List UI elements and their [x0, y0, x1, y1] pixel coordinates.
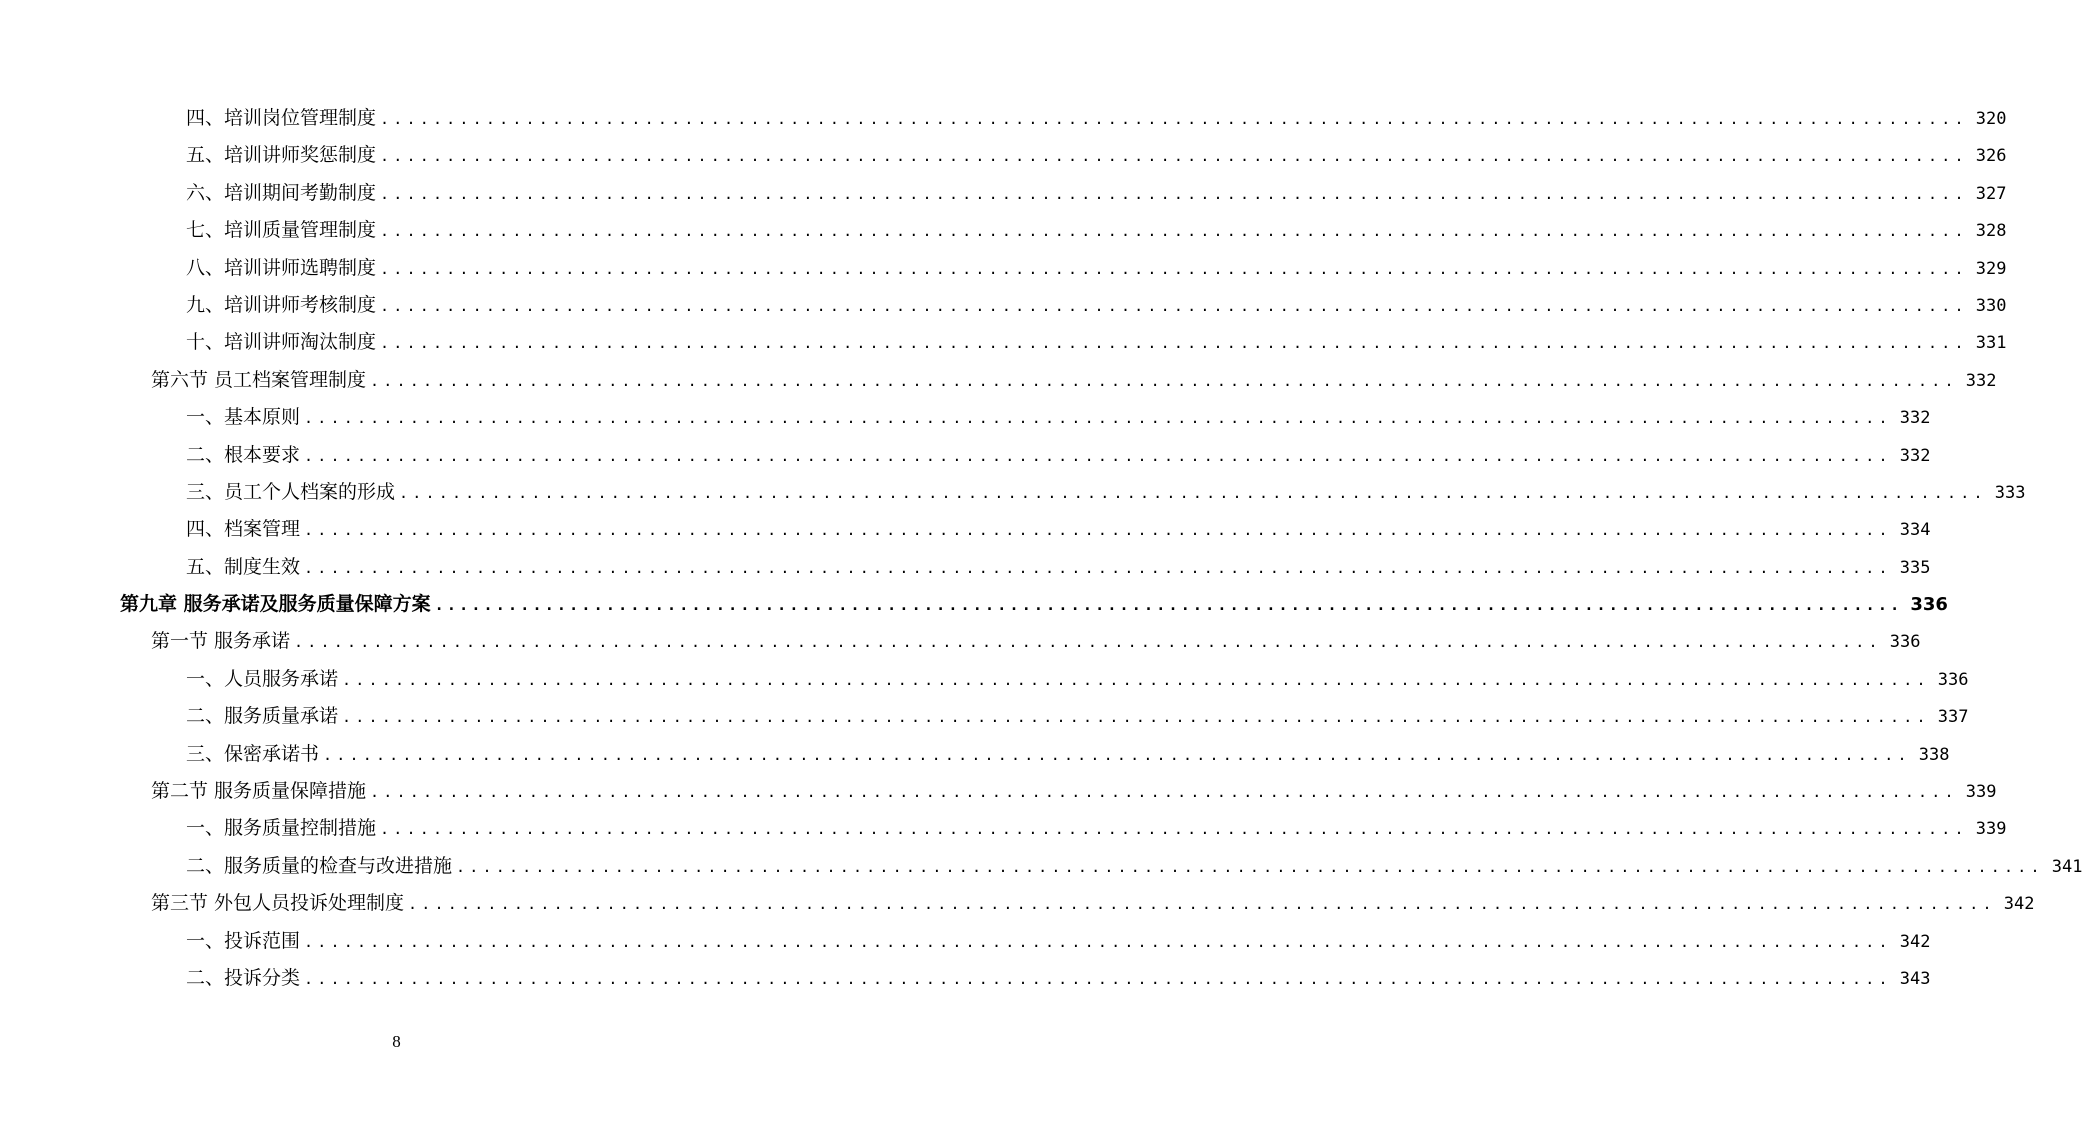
toc-entry-title: 三、员工个人档案的形成	[186, 480, 396, 503]
toc-entry-page-number: 320	[1975, 109, 2007, 129]
toc-entry-item[interactable]	[0, 324, 2007, 361]
toc-entry-page-number: 336	[1937, 669, 1969, 690]
dot-leader: ........................................................................................................................	[434, 596, 1903, 615]
dot-leader: ........................................................................................................................	[380, 222, 1968, 241]
toc-entry-item[interactable]	[0, 137, 2007, 174]
toc-entry-title: 第一节 服务承诺	[151, 630, 291, 653]
toc-entry-title: 二、服务质量的检查与改进措施	[186, 854, 453, 877]
toc-entry-title: 四、培训岗位管理制度	[186, 107, 377, 129]
dot-leader: ........................................................................................................................	[408, 895, 1996, 914]
toc-entry-item[interactable]	[0, 549, 1931, 586]
dot-leader: ........................................................................................................................	[304, 446, 1892, 465]
toc-entry-title: 六、培训期间考勤制度	[186, 181, 377, 204]
dot-leader: ........................................................................................................................	[370, 371, 1958, 390]
toc-entry-page-number: 334	[1899, 520, 1931, 541]
toc-entry-item[interactable]	[0, 287, 2007, 324]
toc-entry-page-number: 336	[1889, 632, 1921, 653]
toc-entry-title: 一、投诉范围	[186, 929, 301, 952]
toc-entry-line	[186, 736, 1950, 774]
dot-leader: ........................................................................................................................	[380, 110, 1968, 128]
toc-entry-page-number: 326	[1975, 146, 2007, 167]
toc-entry-section[interactable]	[0, 773, 1997, 810]
toc-entry-page-number: 342	[1899, 931, 1931, 952]
toc-entry-title: 四、档案管理	[186, 518, 301, 541]
dot-leader: ........................................................................................................................	[380, 259, 1968, 278]
dot-leader: ........................................................................................................................	[323, 745, 1911, 764]
toc-entry-page-number: 339	[1975, 819, 2007, 840]
toc-entry-title: 一、服务质量控制措施	[186, 817, 377, 840]
toc-entry-line	[186, 250, 2007, 288]
toc-entry-title: 七、培训质量管理制度	[186, 219, 377, 242]
dot-leader: ........................................................................................................................	[399, 483, 1987, 502]
toc-entry-line	[186, 212, 2007, 250]
toc-entry-title: 二、根本要求	[186, 443, 301, 466]
toc-entry-title: 第六节 员工档案管理制度	[151, 368, 367, 391]
toc-entry-line	[151, 623, 1921, 661]
toc-entry-page-number: 339	[1965, 782, 1997, 803]
dot-leader: ........................................................................................................................	[380, 820, 1968, 839]
toc-entry-page-number: 332	[1899, 408, 1931, 429]
toc-entry-title: 一、基本原则	[186, 406, 301, 429]
toc-entry-title: 一、人员服务承诺	[186, 667, 339, 690]
toc-entry-page-number: 337	[1937, 707, 1969, 728]
toc-entry-section[interactable]	[0, 623, 1921, 660]
toc-entry-page-number: 332	[1899, 445, 1931, 466]
toc-entry-item[interactable]	[0, 661, 1969, 698]
toc-entry-item[interactable]	[0, 399, 1931, 436]
toc-entry-chapter[interactable]	[0, 586, 1948, 623]
toc-entry-title: 第二节 服务质量保障措施	[151, 780, 367, 803]
page-number: 8	[392, 1032, 401, 1051]
toc-entry-item[interactable]	[0, 100, 2007, 137]
toc-entry-line	[186, 100, 2007, 138]
toc-entry-title: 二、服务质量承诺	[186, 705, 339, 728]
toc-entry-line	[151, 362, 1997, 400]
table-of-contents	[0, 100, 2082, 997]
toc-entry-section[interactable]	[0, 362, 1997, 399]
toc-entry-line	[120, 586, 1948, 624]
toc-entry-line	[186, 324, 2007, 362]
toc-entry-title: 第九章 服务承诺及服务质量保障方案	[120, 593, 431, 616]
toc-entry-title: 二、投诉分类	[186, 966, 301, 989]
toc-entry-page-number: 336	[1910, 594, 1948, 616]
toc-entry-item[interactable]	[0, 848, 2082, 885]
toc-entry-item[interactable]	[0, 474, 2026, 511]
toc-entry-line	[186, 698, 1969, 736]
dot-leader: ........................................................................................................................	[304, 521, 1892, 540]
dot-leader: ........................................................................................................................	[304, 932, 1892, 951]
toc-entry-title: 五、培训讲师奖惩制度	[186, 144, 377, 167]
toc-entry-line	[186, 474, 2026, 512]
toc-entry-section[interactable]	[0, 885, 2035, 922]
toc-entry-item[interactable]	[0, 212, 2007, 249]
toc-entry-line	[186, 661, 1969, 699]
dot-leader: ........................................................................................................................	[294, 633, 1882, 652]
toc-entry-line	[186, 511, 1931, 549]
toc-entry-item[interactable]	[0, 437, 1931, 474]
toc-entry-page-number: 343	[1899, 968, 1931, 989]
dot-leader: ........................................................................................................................	[380, 334, 1968, 353]
toc-entry-line	[186, 399, 1931, 437]
toc-entry-line	[151, 773, 1997, 811]
toc-entry-page-number: 335	[1899, 557, 1931, 578]
dot-leader: ........................................................................................................................	[456, 857, 2044, 876]
toc-entry-line	[186, 437, 1931, 475]
toc-entry-line	[186, 923, 1931, 961]
dot-leader: ........................................................................................................................	[370, 783, 1958, 802]
toc-entry-page-number: 330	[1975, 295, 2007, 316]
toc-entry-page-number: 332	[1965, 370, 1997, 391]
toc-entry-title: 九、培训讲师考核制度	[186, 293, 377, 316]
toc-entry-title: 八、培训讲师选聘制度	[186, 256, 377, 279]
toc-entry-title: 第三节 外包人员投诉处理制度	[151, 892, 405, 915]
dot-leader: ........................................................................................................................	[342, 670, 1930, 689]
toc-entry-line	[186, 810, 2007, 848]
toc-entry-line	[186, 848, 2082, 886]
toc-entry-line	[151, 885, 2035, 923]
toc-entry-title: 十、培训讲师淘汰制度	[186, 331, 377, 354]
toc-entry-page-number: 328	[1975, 221, 2007, 242]
toc-entry-page-number: 333	[1994, 482, 2026, 503]
dot-leader: ........................................................................................................................	[342, 708, 1930, 727]
toc-entry-item[interactable]	[0, 810, 2007, 847]
toc-entry-item[interactable]	[0, 960, 1931, 997]
toc-entry-title: 五、制度生效	[186, 555, 301, 578]
toc-entry-item[interactable]	[0, 250, 2007, 287]
toc-entry-line	[186, 287, 2007, 325]
toc-entry-page-number: 342	[2003, 894, 2035, 915]
dot-leader: ........................................................................................................................	[304, 558, 1892, 577]
dot-leader: ........................................................................................................................	[304, 969, 1892, 988]
toc-entry-page-number: 331	[1975, 333, 2007, 354]
toc-entry-title: 三、保密承诺书	[186, 742, 320, 765]
toc-entry-item[interactable]	[0, 736, 1950, 773]
dot-leader: ........................................................................................................................	[380, 147, 1968, 166]
toc-entry-line	[186, 137, 2007, 175]
toc-entry-page-number: 338	[1918, 744, 1950, 765]
toc-entry-line	[186, 175, 2007, 213]
toc-entry-item[interactable]	[0, 923, 1931, 960]
toc-entry-line	[186, 960, 1931, 998]
toc-entry-item[interactable]	[0, 698, 1969, 735]
toc-entry-item[interactable]	[0, 511, 1931, 548]
toc-entry-page-number: 329	[1975, 258, 2007, 279]
toc-entry-page-number: 341	[2051, 856, 2082, 877]
dot-leader: ........................................................................................................................	[380, 184, 1968, 203]
toc-entry-item[interactable]	[0, 175, 2007, 212]
toc-entry-line	[186, 549, 1931, 587]
toc-entry-page-number: 327	[1975, 183, 2007, 204]
dot-leader: ........................................................................................................................	[380, 296, 1968, 315]
dot-leader: ........................................................................................................................	[304, 409, 1892, 428]
